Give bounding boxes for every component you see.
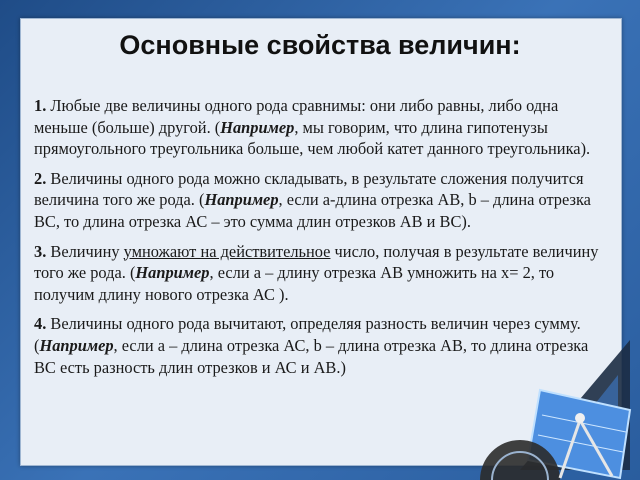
property-item-3	[34, 238, 608, 308]
item-number: 4.	[34, 314, 47, 334]
example-label: Например	[204, 190, 279, 210]
item-text: Величины одного рода вычитают, определяя разность величин через сумму. (	[34, 314, 581, 355]
property-item-2	[34, 165, 608, 235]
item-text: число, получая в результате величину того же рода. (	[34, 241, 599, 283]
example-label: Например	[39, 335, 114, 355]
item-text: Величину	[46, 241, 124, 261]
property-item-1	[34, 92, 608, 162]
geometry-tools-icon	[480, 320, 640, 480]
example-label: Например	[220, 117, 295, 137]
item-text: Величины одного рода можно складывать, в результате сложения получится величина того же рода. (	[34, 168, 584, 210]
item-text: , если а – длина отрезка АС, b – длина отрезка АВ, то длина отрезка ВС есть разность длин отрезков и АС и АВ.)	[34, 335, 589, 377]
item-text: Любые две величины одного рода сравнимы: они либо равны, либо одна меньше (больше) другой. (	[34, 96, 559, 137]
item-text: , мы говорим, что длина гипотенузы прямоугольного треугольника больше, чем любой катет данного треугольника).	[34, 117, 591, 159]
item-text: , если а – длину отрезка АВ умножить на х= 2, то получим длину нового отрезка АС ).	[34, 263, 555, 304]
slide-title: Основные свойства величин:	[119, 30, 521, 60]
item-number: 3.	[34, 241, 47, 261]
item-text: , если а-длина отрезка АВ, b – длина отрезка ВС, то длина отрезка АС – это сумма длин отрезков АВ и ВС).	[34, 190, 591, 231]
item-number: 1.	[34, 96, 47, 115]
example-label: Например	[135, 263, 210, 283]
underlined-text: умножают на действительное	[123, 241, 331, 261]
item-number: 2.	[34, 168, 47, 188]
